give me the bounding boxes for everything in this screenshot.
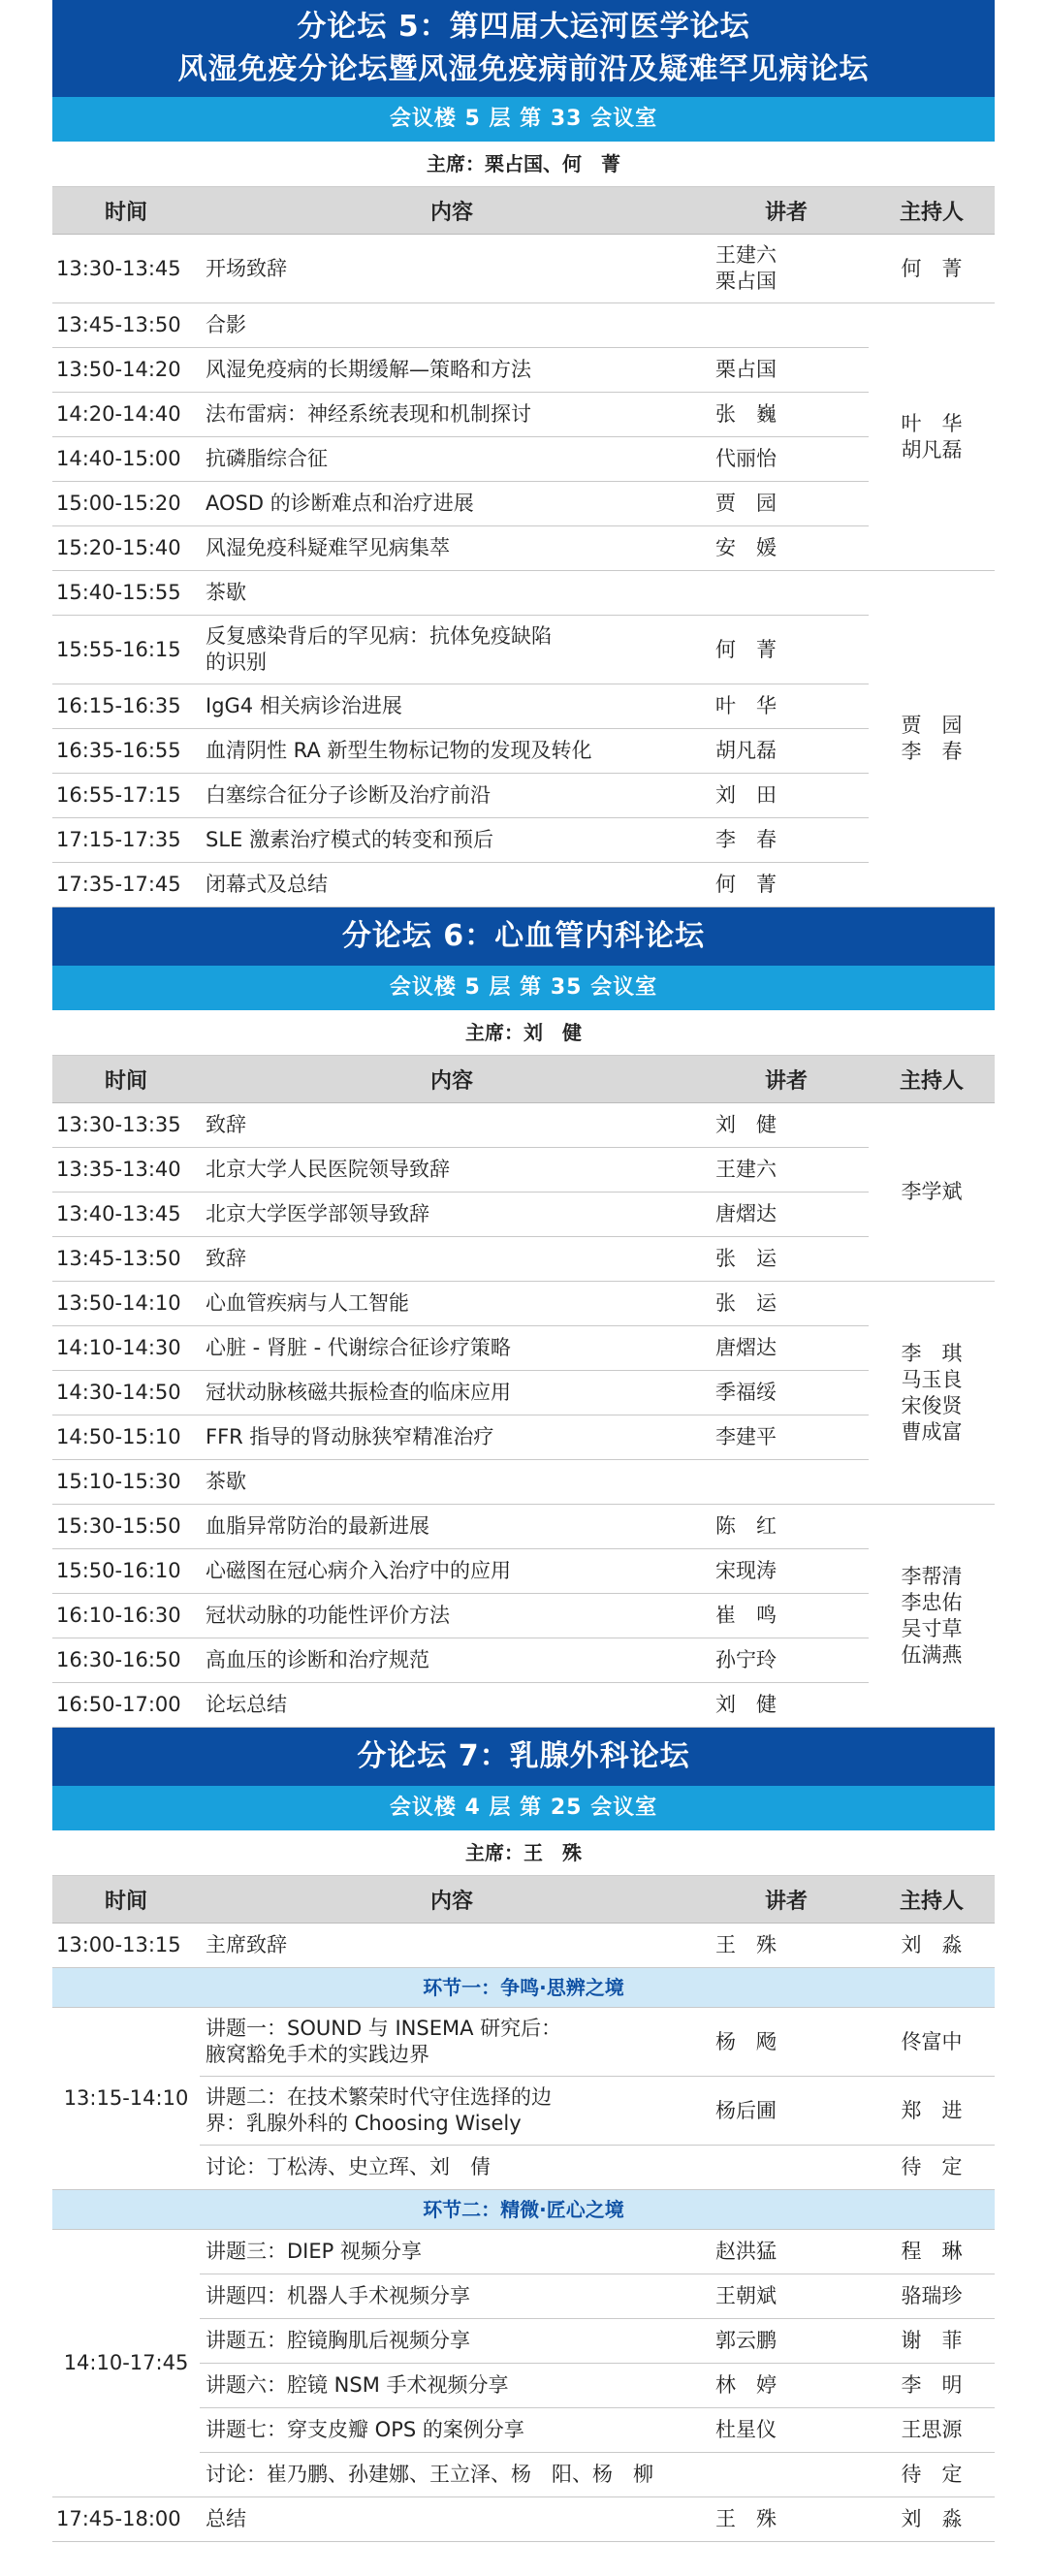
header-time: 时间 xyxy=(52,1876,200,1924)
forum-5-chair: 主席：栗占国、何 菁 xyxy=(52,142,995,187)
row-content: 血脂异常防治的最新进展 xyxy=(200,1505,704,1549)
row-content: 致辞 xyxy=(200,1237,704,1282)
row-speaker xyxy=(704,2453,869,2497)
row-host: 刘 淼 xyxy=(869,1924,995,1968)
table-row xyxy=(52,2497,995,2542)
row-speaker: 林 婷 xyxy=(704,2364,869,2408)
table-row xyxy=(52,1371,995,1415)
table-header xyxy=(52,1056,995,1103)
row-time: 13:30-13:35 xyxy=(52,1103,200,1148)
row-time: 17:15-17:35 xyxy=(52,818,200,863)
row-speaker: 孙宁玲 xyxy=(704,1638,869,1683)
row-speaker: 安 媛 xyxy=(704,526,869,571)
row-speaker xyxy=(704,2146,869,2190)
row-host: 谢 菲 xyxy=(869,2319,995,2364)
row-content: 合影 xyxy=(200,303,704,348)
row-time: 13:40-13:45 xyxy=(52,1193,200,1237)
table-row xyxy=(52,303,995,348)
forum-6-title: 分论坛 6：心血管内科论坛 xyxy=(52,907,995,966)
row-time: 15:00-15:20 xyxy=(52,482,200,526)
row-speaker: 唐熠达 xyxy=(704,1193,869,1237)
forum-7-chair: 主席：王 殊 xyxy=(52,1830,995,1876)
row-speaker: 王建六 栗占国 xyxy=(704,235,869,303)
table-row xyxy=(52,437,995,482)
table-row xyxy=(52,2008,995,2077)
row-speaker: 唐熠达 xyxy=(704,1326,869,1371)
row-speaker: 赵洪猛 xyxy=(704,2230,869,2274)
row-speaker: 刘 健 xyxy=(704,1103,869,1148)
forum-6-venue: 会议楼 5 层 第 35 会议室 xyxy=(52,966,995,1010)
row-content: 致辞 xyxy=(200,1103,704,1148)
row-time: 13:30-13:45 xyxy=(52,235,200,303)
row-speaker: 杨后圃 xyxy=(704,2077,869,2146)
table-row xyxy=(52,1103,995,1148)
row-content: IgG4 相关病诊治进展 xyxy=(200,684,704,729)
forum-7-table xyxy=(52,1876,995,2542)
row-content: 冠状动脉的功能性评价方法 xyxy=(200,1594,704,1638)
row-speaker: 叶 华 xyxy=(704,684,869,729)
row-content: 高血压的诊断和治疗规范 xyxy=(200,1638,704,1683)
header-speaker: 讲者 xyxy=(704,187,869,235)
forum-7-title: 分论坛 7：乳腺外科论坛 xyxy=(52,1728,995,1786)
row-content: 讲题七：穿支皮瓣 OPS 的案例分享 xyxy=(200,2408,704,2453)
row-time: 17:45-18:00 xyxy=(52,2497,200,2542)
row-speaker: 张 运 xyxy=(704,1282,869,1326)
row-content: 讲题四：机器人手术视频分享 xyxy=(200,2274,704,2319)
table-header xyxy=(52,187,995,235)
table-row xyxy=(52,1460,995,1505)
row-time: 15:10-15:30 xyxy=(52,1460,200,1505)
forum-7-venue: 会议楼 4 层 第 25 会议室 xyxy=(52,1786,995,1830)
row-speaker: 代丽怡 xyxy=(704,437,869,482)
row-host: 佟富中 xyxy=(869,2008,995,2077)
row-time: 15:40-15:55 xyxy=(52,571,200,616)
row-content: 总结 xyxy=(200,2497,704,2542)
row-speaker: 胡凡磊 xyxy=(704,729,869,774)
row-content: 风湿免疫科疑难罕见病集萃 xyxy=(200,526,704,571)
header-content: 内容 xyxy=(200,187,704,235)
host-cell: 叶 华 胡凡磊 xyxy=(869,303,995,571)
session-2-time: 14:10-17:45 xyxy=(52,2230,200,2497)
forum-5-title-line1: 分论坛 5：第四届大运河医学论坛 xyxy=(297,10,750,44)
table-row xyxy=(52,729,995,774)
header-content: 内容 xyxy=(200,1876,704,1924)
row-speaker: 王朝斌 xyxy=(704,2274,869,2319)
forum-5-title-line2: 风湿免疫分论坛暨风湿免疫病前沿及疑难罕见病论坛 xyxy=(177,52,870,86)
row-content: 讲题六：腔镜 NSM 手术视频分享 xyxy=(200,2364,704,2408)
row-content: 血清阴性 RA 新型生物标记物的发现及转化 xyxy=(200,729,704,774)
row-time: 13:00-13:15 xyxy=(52,1924,200,1968)
header-speaker: 讲者 xyxy=(704,1876,869,1924)
row-content: 白塞综合征分子诊断及治疗前沿 xyxy=(200,774,704,818)
row-content: 讲题五：腔镜胸肌后视频分享 xyxy=(200,2319,704,2364)
row-time: 15:20-15:40 xyxy=(52,526,200,571)
row-speaker: 栗占国 xyxy=(704,348,869,393)
table-row xyxy=(52,1683,995,1728)
row-content: 冠状动脉核磁共振检查的临床应用 xyxy=(200,1371,704,1415)
session-2-title: 环节二：精微·匠心之境 xyxy=(52,2190,995,2230)
row-time: 15:55-16:15 xyxy=(52,616,200,684)
table-row xyxy=(52,235,995,303)
row-content: 讲题二：在技术繁荣时代守住选择的边 界：乳腺外科的 Choosing Wisely xyxy=(200,2077,704,2146)
header-speaker: 讲者 xyxy=(704,1056,869,1103)
row-time: 14:50-15:10 xyxy=(52,1415,200,1460)
row-host: 刘 淼 xyxy=(869,2497,995,2542)
row-speaker xyxy=(704,303,869,348)
row-time: 14:40-15:00 xyxy=(52,437,200,482)
row-content: 心脏 - 肾脏 - 代谢综合征诊疗策略 xyxy=(200,1326,704,1371)
row-time: 13:45-13:50 xyxy=(52,1237,200,1282)
row-speaker: 张 巍 xyxy=(704,393,869,437)
row-speaker: 刘 健 xyxy=(704,1683,869,1728)
row-content: 闭幕式及总结 xyxy=(200,863,704,907)
table-row xyxy=(52,1549,995,1594)
row-host: 何 菁 xyxy=(869,235,995,303)
row-time: 14:30-14:50 xyxy=(52,1371,200,1415)
row-content: AOSD 的诊断难点和治疗进展 xyxy=(200,482,704,526)
row-time: 16:15-16:35 xyxy=(52,684,200,729)
table-row xyxy=(52,774,995,818)
table-row xyxy=(52,1415,995,1460)
header-host: 主持人 xyxy=(869,1056,995,1103)
row-content: 论坛总结 xyxy=(200,1683,704,1728)
row-speaker: 刘 田 xyxy=(704,774,869,818)
table-row xyxy=(52,393,995,437)
row-content: 法布雷病：神经系统表现和机制探讨 xyxy=(200,393,704,437)
host-cell: 李学斌 xyxy=(869,1103,995,1282)
table-row xyxy=(52,1594,995,1638)
row-content: 开场致辞 xyxy=(200,235,704,303)
forum-6-chair: 主席：刘 健 xyxy=(52,1010,995,1056)
table-row xyxy=(52,1924,995,1968)
row-speaker: 崔 鸣 xyxy=(704,1594,869,1638)
table-row xyxy=(52,526,995,571)
header-host: 主持人 xyxy=(869,1876,995,1924)
table-row xyxy=(52,863,995,907)
row-content: 讨论：崔乃鹏、孙建娜、王立泽、杨 阳、杨 柳 xyxy=(200,2453,704,2497)
table-header xyxy=(52,1876,995,1924)
header-host: 主持人 xyxy=(869,187,995,235)
row-speaker: 李建平 xyxy=(704,1415,869,1460)
row-time: 17:35-17:45 xyxy=(52,863,200,907)
table-row xyxy=(52,1193,995,1237)
table-row xyxy=(52,2230,995,2274)
row-time: 13:50-14:20 xyxy=(52,348,200,393)
row-speaker: 王建六 xyxy=(704,1148,869,1193)
row-speaker: 贾 园 xyxy=(704,482,869,526)
row-content: 反复感染背后的罕见病：抗体免疫缺陷 的识别 xyxy=(200,616,704,684)
row-time: 14:20-14:40 xyxy=(52,393,200,437)
row-content: 抗磷脂综合征 xyxy=(200,437,704,482)
row-time: 14:10-14:30 xyxy=(52,1326,200,1371)
row-content: 风湿免疫病的长期缓解—策略和方法 xyxy=(200,348,704,393)
host-cell: 李帮清 李忠佑 吴寸草 伍满燕 xyxy=(869,1505,995,1728)
forum-7 xyxy=(52,1728,995,2542)
row-host: 王思源 xyxy=(869,2408,995,2453)
table-row xyxy=(52,1148,995,1193)
row-speaker: 季福绥 xyxy=(704,1371,869,1415)
row-content: 北京大学人民医院领导致辞 xyxy=(200,1148,704,1193)
row-speaker xyxy=(704,1460,869,1505)
table-row xyxy=(52,684,995,729)
session-1-title: 环节一：争鸣·思辨之境 xyxy=(52,1968,995,2008)
row-time: 16:10-16:30 xyxy=(52,1594,200,1638)
table-row xyxy=(52,1282,995,1326)
row-host: 待 定 xyxy=(869,2453,995,2497)
table-row xyxy=(52,1505,995,1549)
session-1-time: 13:15-14:10 xyxy=(52,2008,200,2190)
row-time: 16:35-16:55 xyxy=(52,729,200,774)
forum-5-title xyxy=(52,0,995,97)
row-time: 16:50-17:00 xyxy=(52,1683,200,1728)
row-time: 13:50-14:10 xyxy=(52,1282,200,1326)
row-speaker: 郭云鹏 xyxy=(704,2319,869,2364)
row-content: 讲题三：DIEP 视频分享 xyxy=(200,2230,704,2274)
row-speaker: 宋现涛 xyxy=(704,1549,869,1594)
row-content: 北京大学医学部领导致辞 xyxy=(200,1193,704,1237)
session-header xyxy=(52,1968,995,2008)
row-speaker: 王 殊 xyxy=(704,2497,869,2542)
row-host: 郑 进 xyxy=(869,2077,995,2146)
row-speaker: 杜星仪 xyxy=(704,2408,869,2453)
table-row xyxy=(52,571,995,616)
host-cell: 李 琪 马玉良 宋俊贤 曹成富 xyxy=(869,1282,995,1505)
row-content: 茶歇 xyxy=(200,571,704,616)
row-content: 茶歇 xyxy=(200,1460,704,1505)
forum-5-venue: 会议楼 5 层 第 33 会议室 xyxy=(52,97,995,142)
row-content: 讲题一：SOUND 与 INSEMA 研究后： 腋窝豁免手术的实践边界 xyxy=(200,2008,704,2077)
forum-5 xyxy=(52,0,995,907)
row-host: 待 定 xyxy=(869,2146,995,2190)
row-content: 心磁图在冠心病介入治疗中的应用 xyxy=(200,1549,704,1594)
table-row xyxy=(52,1638,995,1683)
session-header xyxy=(52,2190,995,2230)
header-time: 时间 xyxy=(52,187,200,235)
row-speaker: 何 菁 xyxy=(704,616,869,684)
row-content: 主席致辞 xyxy=(200,1924,704,1968)
row-content: 讨论：丁松涛、史立珲、刘 倩 xyxy=(200,2146,704,2190)
forum-6-table xyxy=(52,1056,995,1728)
forum-6 xyxy=(52,907,995,1728)
row-time: 16:30-16:50 xyxy=(52,1638,200,1683)
row-speaker xyxy=(704,571,869,616)
row-speaker: 张 运 xyxy=(704,1237,869,1282)
row-time: 13:35-13:40 xyxy=(52,1148,200,1193)
row-host: 李 明 xyxy=(869,2364,995,2408)
table-row xyxy=(52,616,995,684)
row-time: 13:45-13:50 xyxy=(52,303,200,348)
header-content: 内容 xyxy=(200,1056,704,1103)
row-content: SLE 激素治疗模式的转变和预后 xyxy=(200,818,704,863)
row-time: 16:55-17:15 xyxy=(52,774,200,818)
row-content: 心血管疾病与人工智能 xyxy=(200,1282,704,1326)
row-time: 15:30-15:50 xyxy=(52,1505,200,1549)
header-time: 时间 xyxy=(52,1056,200,1103)
row-host: 骆瑞珍 xyxy=(869,2274,995,2319)
row-time: 15:50-16:10 xyxy=(52,1549,200,1594)
table-row xyxy=(52,1326,995,1371)
row-speaker: 王 殊 xyxy=(704,1924,869,1968)
table-row xyxy=(52,818,995,863)
table-row xyxy=(52,482,995,526)
table-row xyxy=(52,348,995,393)
host-cell: 贾 园 李 春 xyxy=(869,571,995,907)
row-speaker: 李 春 xyxy=(704,818,869,863)
row-content: FFR 指导的肾动脉狭窄精准治疗 xyxy=(200,1415,704,1460)
row-host: 程 琳 xyxy=(869,2230,995,2274)
table-row xyxy=(52,1237,995,1282)
agenda-page xyxy=(52,0,995,2542)
row-speaker: 陈 红 xyxy=(704,1505,869,1549)
row-speaker: 何 菁 xyxy=(704,863,869,907)
row-speaker: 杨 飏 xyxy=(704,2008,869,2077)
forum-5-table xyxy=(52,187,995,907)
